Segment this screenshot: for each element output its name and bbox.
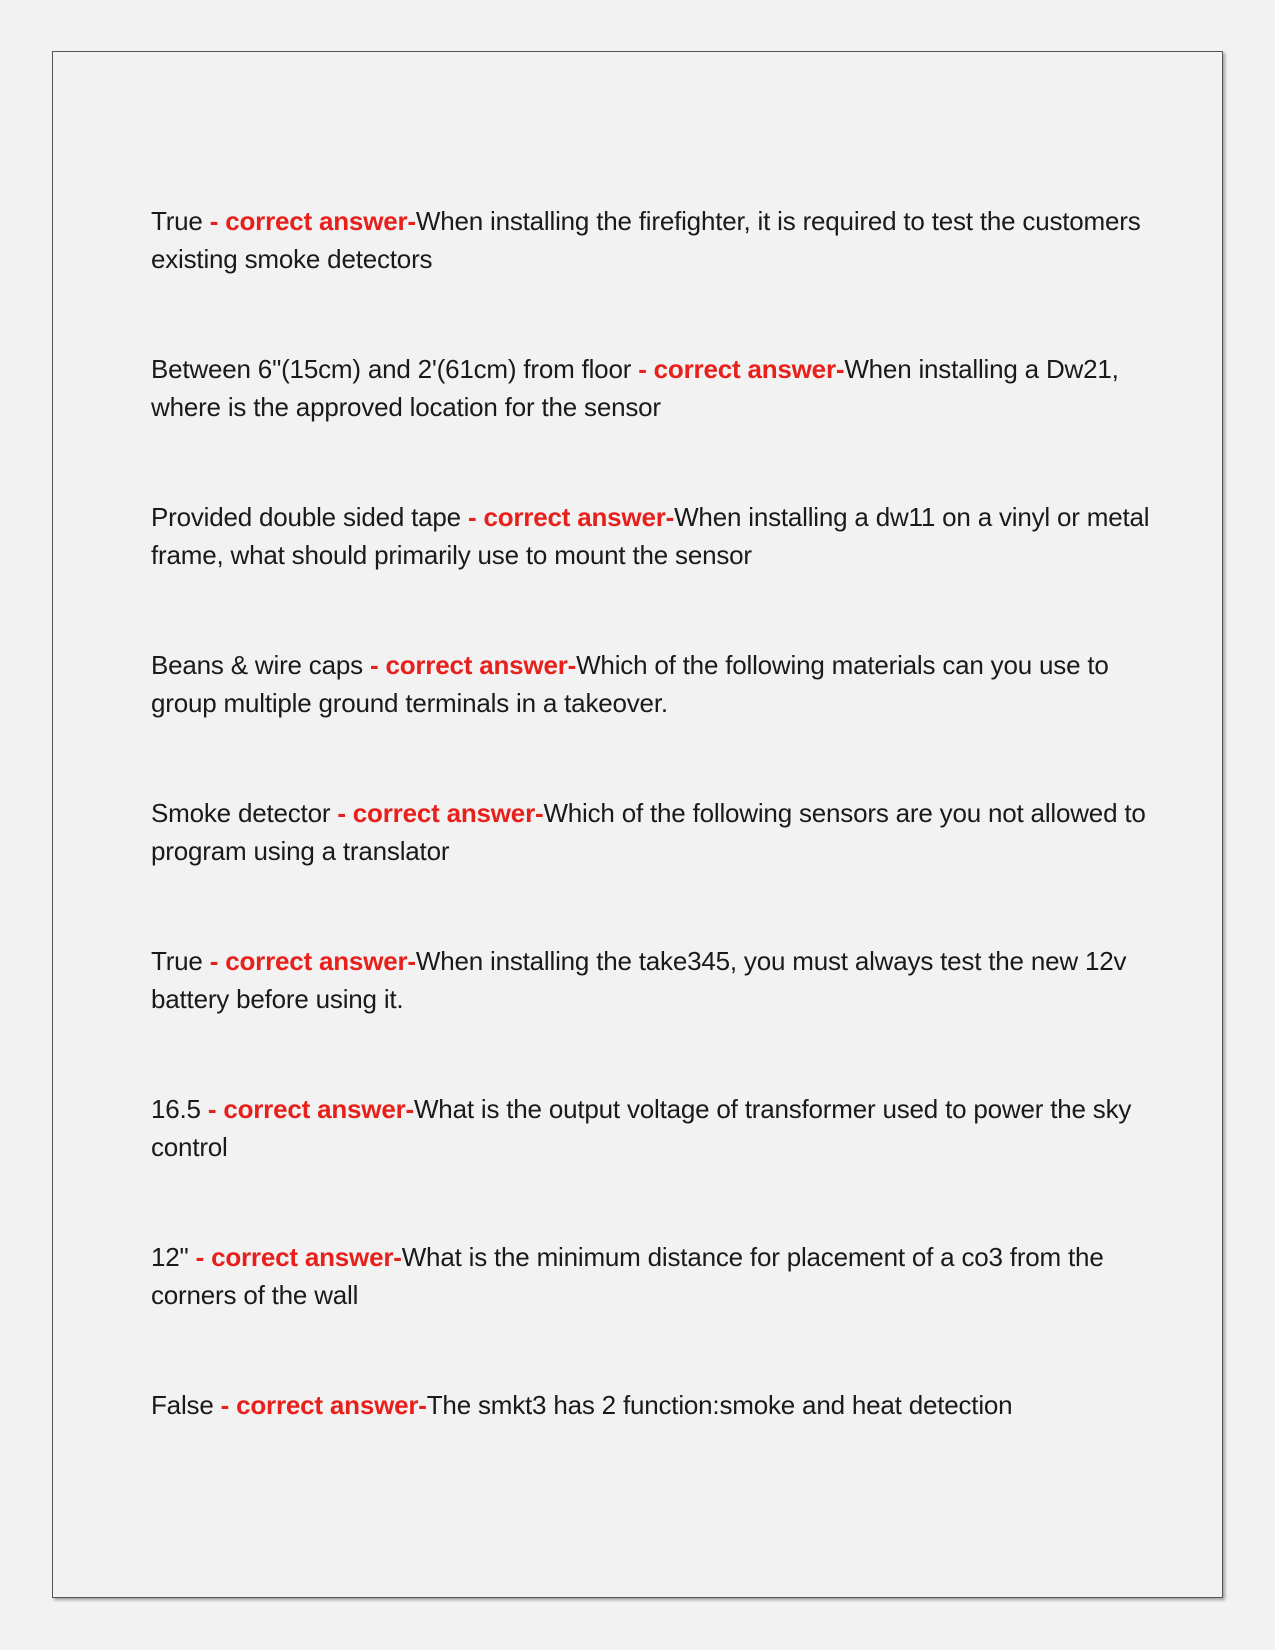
answer-text: 16.5 bbox=[151, 1094, 201, 1124]
qa-item bbox=[151, 646, 1161, 722]
correct-answer-separator: - correct answer- bbox=[202, 206, 416, 236]
answer-text: Between 6"(15cm) and 2'(61cm) from floor bbox=[151, 354, 632, 384]
correct-answer-separator: - correct answer- bbox=[460, 502, 675, 532]
answer-text: Smoke detector bbox=[151, 798, 331, 828]
correct-answer-separator: - correct answer- bbox=[213, 1390, 427, 1420]
qa-item bbox=[151, 1386, 1161, 1424]
qa-item bbox=[151, 1090, 1161, 1166]
answer-text: True bbox=[151, 946, 203, 976]
qa-item bbox=[151, 794, 1161, 870]
answer-text: False bbox=[151, 1390, 214, 1420]
question-text: When installing the take345, you must always test the new 12v battery before using it. bbox=[151, 946, 1127, 1014]
qa-item bbox=[151, 1238, 1161, 1314]
correct-answer-separator: - correct answer- bbox=[362, 650, 577, 680]
answer-text: True bbox=[151, 206, 203, 236]
correct-answer-separator: - correct answer- bbox=[330, 798, 544, 828]
question-text: When installing the firefighter, it is required to test the customers existing smoke detectors bbox=[151, 206, 1141, 274]
question-text: When installing a Dw21, where is the approved location for the sensor bbox=[151, 354, 1119, 422]
page-frame bbox=[52, 51, 1223, 1598]
answer-text: Beans & wire caps bbox=[151, 650, 363, 680]
question-text: Which of the following sensors are you not allowed to program using a translator bbox=[151, 798, 1146, 866]
question-text: What is the output voltage of transformer used to power the sky control bbox=[151, 1094, 1132, 1162]
correct-answer-separator: - correct answer- bbox=[202, 946, 416, 976]
question-text: When installing a dw11 on a vinyl or metal frame, what should primarily use to mount the sensor bbox=[151, 502, 1150, 570]
qa-item bbox=[151, 942, 1161, 1018]
question-text: The smkt3 has 2 function:smoke and heat detection bbox=[426, 1390, 1013, 1420]
answer-text: 12" bbox=[151, 1242, 189, 1272]
answer-text: Provided double sided tape bbox=[151, 502, 461, 532]
question-text: What is the minimum distance for placement of a co3 from the corners of the wall bbox=[151, 1242, 1104, 1310]
question-text: Which of the following materials can you use to group multiple ground terminals in a takeover. bbox=[151, 650, 1109, 718]
qa-item bbox=[151, 202, 1161, 278]
qa-item bbox=[151, 498, 1161, 574]
correct-answer-separator: - correct answer- bbox=[631, 354, 845, 384]
correct-answer-separator: - correct answer- bbox=[188, 1242, 402, 1272]
qa-item bbox=[151, 350, 1161, 426]
correct-answer-separator: - correct answer- bbox=[200, 1094, 414, 1124]
qa-list bbox=[151, 202, 1161, 1496]
